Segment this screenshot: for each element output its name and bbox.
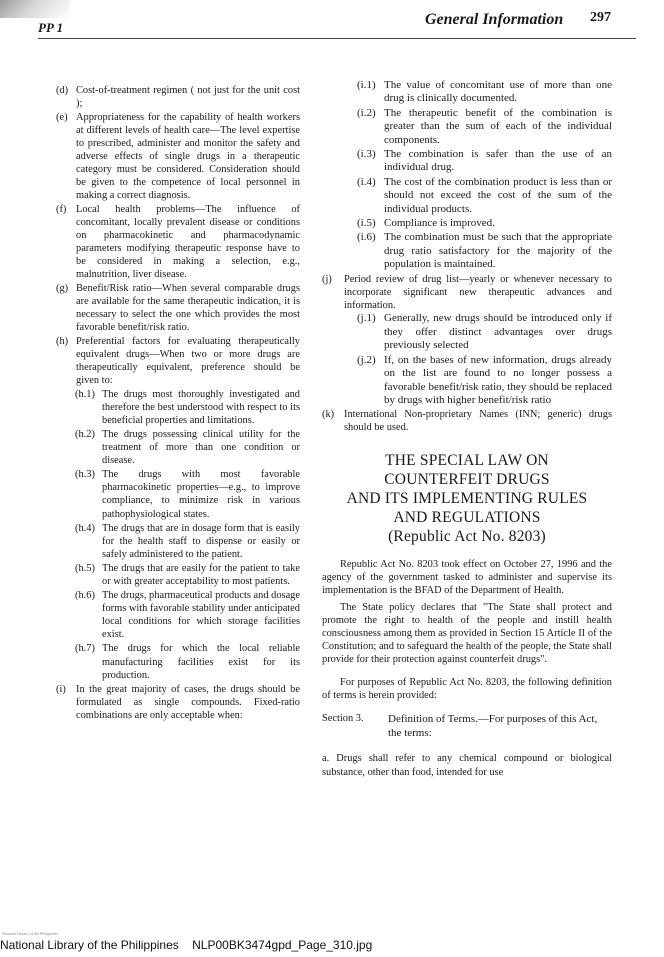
section-text: Definition of Terms.—For purposes of this Act, the terms: <box>388 713 598 740</box>
sub-item-text: Compliance is improved. <box>384 217 495 230</box>
item-marker: (d) <box>56 85 69 96</box>
list-item-f <box>56 203 300 282</box>
section-marker: Section 3. <box>322 713 364 725</box>
list-item-k <box>322 408 612 434</box>
sub-item-text: The drugs with most favorable pharmacokinetic properties—e.g., to improve compliance, to minimize risk in various pathophysiological states. <box>102 469 300 520</box>
item-text: Preferential factors for evaluating therapeutically equivalent drugs—When two or more drugs are therapeutically equivalent, preference should be given to: <box>76 335 300 387</box>
sub-item-text: The drugs that are in dosage form that is easily for the health staff to dispense or easily or safely administered to the patient. <box>102 522 300 560</box>
sub-item-i4 <box>322 176 612 216</box>
item-text: Period review of drug list—yearly or whenever necessary to incorporate significant new therapeutic advances and information. <box>344 273 612 311</box>
sub-item-text: The drugs, pharmaceutical products and dosage forms with favorable stability under anticipated local conditions for which storage facilities exist. <box>102 590 300 641</box>
sub-item-marker: (i.2) <box>357 106 376 119</box>
list-item-i <box>56 683 300 722</box>
sub-item-marker: (j.2) <box>357 353 376 366</box>
item-marker: (f) <box>56 203 67 215</box>
sub-item-i2 <box>322 107 612 147</box>
footer-file: NLP00BK3474gpd_Page_310.jpg <box>192 938 373 952</box>
item-marker: (k) <box>322 409 335 421</box>
item-text: In the great majority of cases, the drugs should be formulated as single compounds. Fixed-ratio combinations are only acceptable when: <box>76 683 300 721</box>
header-rule <box>38 38 636 39</box>
list-item-g <box>56 282 300 334</box>
sub-item-text: The therapeutic benefit of the combination is greater than the sum of each of the individual components. <box>384 106 612 146</box>
sub-item-i1 <box>322 79 612 106</box>
sub-item-h3 <box>56 468 300 520</box>
item-text: Benefit/Risk ratio—When several comparable drugs are available for the same therapeutic indication, it is necessary to select the one which provides the most favorable benefit/risk ratio. <box>76 282 300 334</box>
sub-item-text: Generally, new drugs should be introduced only if they offer distinct advantages over drugs previously selected <box>384 312 612 352</box>
item-marker: (h) <box>56 335 69 347</box>
sub-item-h4 <box>56 522 300 561</box>
sub-item-marker: (i.3) <box>357 148 376 161</box>
sub-item-marker: (h.2) <box>75 428 95 440</box>
sub-item-i6 <box>322 231 612 271</box>
item-text: International Non-proprietary Names (INN; generic) drugs should be used. <box>344 409 612 434</box>
sub-item-marker: (h.5) <box>75 562 95 574</box>
heading-line-1: THE SPECIAL LAW ON <box>385 451 549 469</box>
sub-item-marker: (j.1) <box>357 312 376 325</box>
sub-item-text: The combination must be such that the appropriate drug ratio satisfactory for the majority of the population is maintained. <box>384 231 612 271</box>
heading-line-3: AND ITS IMPLEMENTING RULES <box>346 489 588 507</box>
item-text: Cost-of-treatment regimen ( not just for the unit cost ); <box>76 85 300 110</box>
item-marker: (i) <box>56 683 66 695</box>
left-column <box>56 84 300 723</box>
sub-item-marker: (h.7) <box>75 643 95 655</box>
list-item-d <box>56 84 300 110</box>
sub-item-h7 <box>56 642 300 681</box>
page-number: 297 <box>590 10 611 25</box>
footer-stamp: National Library of the Philippines <box>2 931 58 936</box>
item-marker: (g) <box>56 282 69 294</box>
sub-item-j2 <box>322 354 612 408</box>
sub-item-text: The drugs for which the local reliable manufacturing facilities exist for its production. <box>102 643 300 681</box>
list-item-e <box>56 111 300 203</box>
sub-item-i5 <box>322 217 612 230</box>
footer-library: National Library of the Philippines <box>0 938 179 952</box>
sub-item-marker: (h.4) <box>75 522 95 534</box>
sub-item-marker: (h.3) <box>75 469 95 481</box>
sub-item-h5 <box>56 562 300 588</box>
list-item-h <box>56 335 300 387</box>
paragraph-3: For purposes of Republic Act No. 8203, the following definition of terms is herein provided: <box>322 677 612 702</box>
scan-artifact <box>0 0 70 18</box>
paragraph-1: Republic Act No. 8203 took effect on October 27, 1996 and the agency of the government tasked to administer and supervise its implementation is the BFAD of the Department of Health. <box>322 558 612 596</box>
sub-item-text: The drugs possessing clinical utility for the treatment of more than one condition or disease. <box>102 428 300 467</box>
heading-line-4: AND REGULATIONS <box>393 508 541 526</box>
heading-line-2: COUNTERFEIT DRUGS <box>384 470 550 488</box>
sub-item-marker: (i.6) <box>357 231 376 244</box>
heading-line-5: (Republic Act No. 8203) <box>388 527 546 545</box>
sub-item-j1 <box>322 312 612 352</box>
sub-item-marker: (i.4) <box>357 175 376 188</box>
list-item-j <box>322 273 612 312</box>
section-3 <box>322 712 612 740</box>
item-marker: (j) <box>322 273 332 285</box>
paragraph-2: The State policy declares that "The State shall protect and promote the right to health of the people and instill health consciousness among them as provided in Section 15 Article II of the Constitution; and to safeguard the health of the people, the State shall provide for their protection against counterfeit drugs". <box>322 601 612 666</box>
sub-item-text: The drugs most thoroughly investigated and therefore the best understood with respect to its beneficial properties and limitations. <box>102 388 300 426</box>
sub-item-h6 <box>56 589 300 641</box>
header-left-label: PP 1 <box>38 20 64 35</box>
running-title: General Information <box>425 11 564 28</box>
section-heading <box>322 451 612 546</box>
item-text: Appropriateness for the capability of health workers at different levels of health care—The level expertise to prescribed, administer and monitor the safety and adverse effects of single drugs in a therapeutic category must be considered. Consideration should be given to the competence of local personnel in making a correct diagnosis. <box>76 111 300 202</box>
right-column <box>322 79 612 779</box>
sub-item-text: The value of concomitant use of more than one drug is clinically documented. <box>384 79 612 105</box>
sub-item-text: The combination is safer than the use of an individual drug. <box>384 148 612 174</box>
sub-item-text: The cost of the combination product is less than or should not exceed the cost of the sum of the individual products. <box>384 175 612 215</box>
sub-item-text: If, on the bases of new information, drugs already on the list are found to no longer possess a favorable benefit/risk ratio, they should be replaced by drugs with higher benefit/risk ratio <box>384 353 612 406</box>
footer <box>0 938 372 952</box>
item-marker: (e) <box>56 111 68 123</box>
item-text: Local health problems—The influence of concomitant, locally prevalent disease or conditions on pharmacokinetic and pharmacodynamic parameters modifying therapeutic response have to be considered in making a selection, e.g., malnutrition, liver disease. <box>76 203 300 281</box>
sub-item-i3 <box>322 148 612 175</box>
sub-item-marker: (i.1) <box>357 79 376 91</box>
paragraph-a: a. Drugs shall refer to any chemical compound or biological substance, other than food, intended for use <box>322 753 612 778</box>
sub-item-text: The drugs that are easily for the patient to take or with greater acceptability to most patients. <box>102 562 300 587</box>
sub-item-h1 <box>56 388 300 427</box>
sub-item-marker: (h.6) <box>75 590 95 602</box>
sub-item-marker: (h.1) <box>75 388 95 400</box>
sub-item-h2 <box>56 428 300 467</box>
sub-item-marker: (i.5) <box>357 217 376 230</box>
